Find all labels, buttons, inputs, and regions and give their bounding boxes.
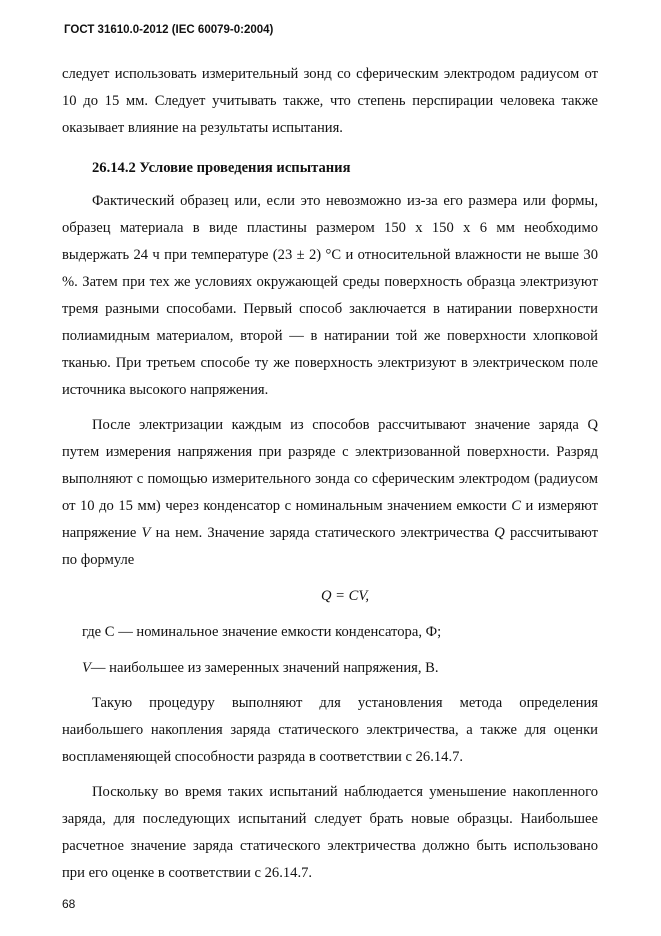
symbol-c: C (511, 498, 521, 514)
body-text (62, 61, 598, 887)
standard-header: ГОСТ 31610.0-2012 (IEC 60079-0:2004) (64, 24, 274, 36)
paragraph-new-samples: Поскольку во время таких испытаний наблюдается уменьшение накопленного заряда, для последующих испытаний следует брать новые образцы. Наибольшее расчетное значение заряда статического электричества должно быть использовано при его оценке в соответствии с 26.14.7. (62, 784, 598, 881)
definition-v: V— наибольшее из замеренных значений напряжения, В. (82, 660, 439, 676)
definition-c: где С — номинальное значение емкости конденсатора, Ф; (82, 624, 442, 640)
paragraph-test-conditions: Фактический образец или, если это невозможно из-за его размера или формы, образец материала в виде пластины размером 150 х 150 х 6 мм необходимо выдержать 24 ч при температуре (23 ± 2) °С и относительной влажности не выше 30 %. Затем при тех же условиях окружающей среды поверхность образца электризуют тремя разными способами. Первый способ заключается в натирании поверхности полиамидным материалом, второй — в натирании той же поверхности хлопковой тканью. При третьем способе ту же поверхность электризуют в электрическом поле источника высокого напряжения. (62, 193, 598, 398)
formula: Q = CV, (320, 588, 370, 604)
paragraph-charge-calculation: После электризации каждым из способов рассчитывают значение заряда Q путем измерения напряжения при разряде с электризованной поверхности. Разряд выполняют с помощью измерительного зонда со сферическим электродом (радиусом от 10 до 15 мм) через конденсатор с номинальным значением емкости C и измеряют напряжение V на нем. Значение заряда статического электричества Q рассчитывают по формуле (62, 417, 598, 568)
section-heading: 26.14.2 Условие проведения испытания (92, 160, 351, 176)
paragraph-procedure: Такую процедуру выполняют для установления метода определения наибольшего накопления заряда статического электричества, а также для оценки воспламеняющей способности разряда в соответствии с 26.14.7. (62, 695, 598, 765)
page-number: 68 (62, 897, 76, 911)
symbol-v: V (141, 525, 151, 541)
paragraph-continuation: следует использовать измерительный зонд со сферическим электродом радиусом от 10 до 15 мм. Следует учитывать также, что степень перспирации человека также оказывает влияние на результаты испытания. (62, 66, 598, 136)
symbol-q: Q (494, 525, 505, 541)
